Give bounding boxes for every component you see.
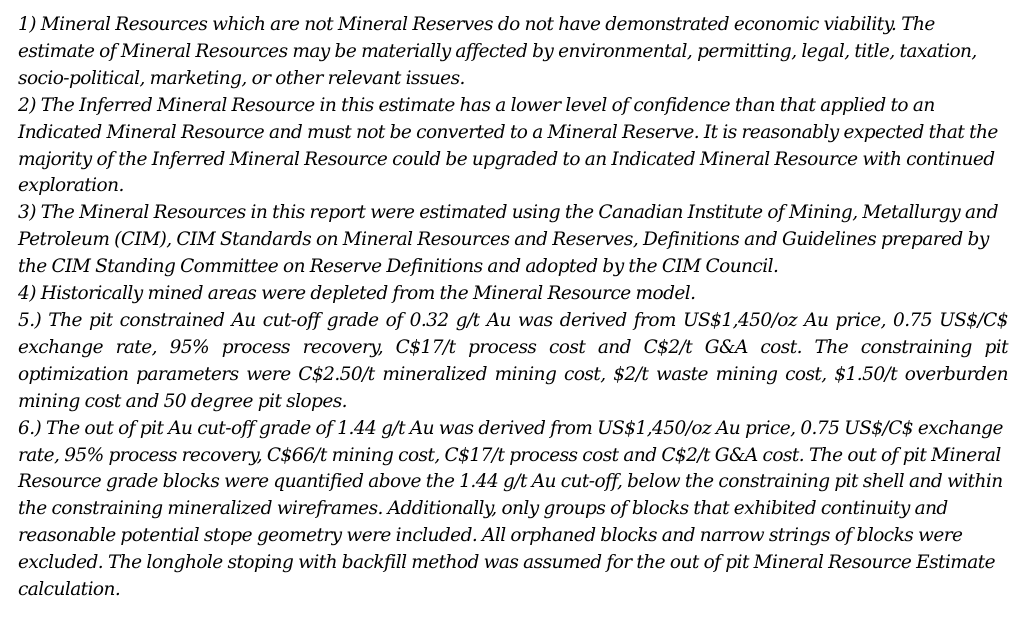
note-6: 6.) The out of pit Au cut-off grade of 1.44 g/t Au was derived from US$1,450/oz Au price, 0.75 US$/C$ exchange rate, 95% process recovery, C$66/t mining cost, C$17/t process cost and C$2/t G&A cost. The out of pit Mineral Resource grade blocks were quantified above the 1.44 g/t Au cut-off, below the constraining pit shell and within the constraining mineralized wireframes. Additionally, only groups of blocks that exhibited continuity and reasonable potential stope geometry were included. All orphaned blocks and narrow strings of blocks were excluded. The longhole stoping with backfill method was assumed for the out of pit Mineral Resource Estimate calculation. — [18, 417, 1003, 601]
note-5: 5.) The pit constrained Au cut-off grade of 0.32 g/t Au was derived from US$1,450/oz Au price, 0.75 US$/C$ exchange rate, 95% process recovery, C$17/t process cost and C$2/t G&A cost. The constraining pit optimization parameters were C$2.50/t mineralized mining cost, $2/t waste mining cost, $1.50/t overburden mining cost and 50 degree pit slopes. — [18, 309, 1008, 412]
note-2: 2) The Inferred Mineral Resource in this estimate has a lower level of confidence than that applied to an Indicated Mineral Resource and must not be converted to a Mineral Reserve. It is reasonably expected that the majority of the Inferred Mineral Resource could be upgraded to an Indicated Mineral Resource with continued exploration. — [18, 94, 998, 197]
resource-notes — [18, 12, 1008, 604]
note-3: 3) The Mineral Resources in this report were estimated using the Canadian Institute of Mining, Metallurgy and Petroleum (CIM), CIM Standards on Mineral Resources and Reserves, Definitions and Guidelines prepared by the CIM Standing Committee on Reserve Definitions and adopted by the CIM Council. — [18, 202, 999, 278]
note-4: 4) Historically mined areas were depleted from the Mineral Resource model. — [18, 283, 696, 305]
note-1: 1) Mineral Resources which are not Mineral Reserves do not have demonstrated economic viability. The estimate of Mineral Resources may be materially affected by environmental, permitting, legal, title, taxation, socio-political, marketing, or other relevant issues. — [18, 14, 977, 89]
